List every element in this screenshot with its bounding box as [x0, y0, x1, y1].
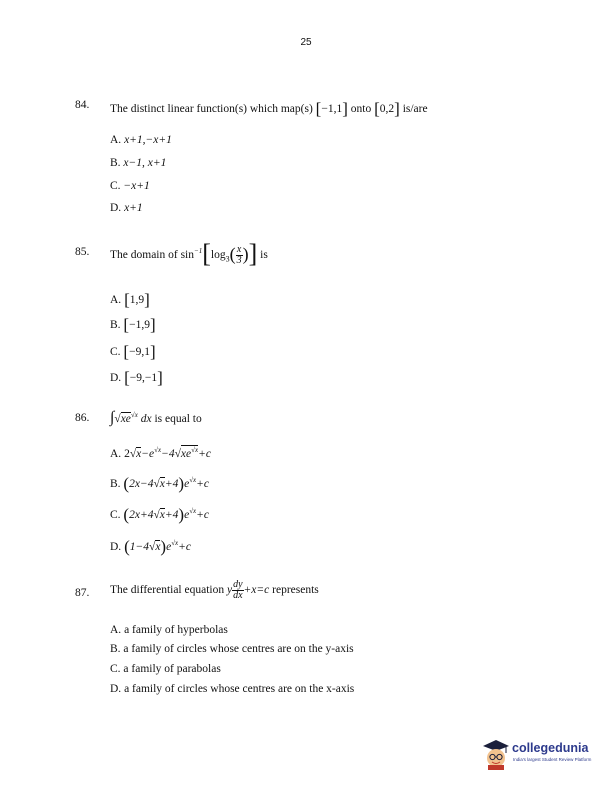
option: B. x−1, x+1: [110, 157, 167, 169]
question-number: 84.: [75, 99, 90, 111]
logo-wordmark: collegedunia: [512, 741, 589, 755]
question-text: The distinct linear function(s) which map(s) [−1,1] onto [0,2] is/are: [110, 99, 428, 118]
question-number: 85.: [75, 246, 90, 258]
option: C. a family of parabolas: [110, 663, 221, 675]
question-text: $\int√xe^{√x}$ dx is equal to: [110, 409, 202, 426]
logo-mascot-icon: [482, 738, 510, 770]
question-text: The domain of $\sin^{-1}[\log_3$( $\frac{x}{3}$ )] is: [110, 239, 268, 268]
page-number: 25: [300, 37, 312, 48]
option: C. [−9,1]: [110, 342, 156, 361]
option: A. x+1,−x+1: [110, 134, 172, 146]
question-text: The differential equation y $\frac{dy}{dx}$ +x=c represents: [110, 578, 319, 601]
interval: 0,2: [379, 103, 395, 115]
question-number: 87.: [75, 587, 90, 599]
option: B. $(2x-4√x+4)e^{√x}+c$: [110, 474, 210, 493]
option: A. a family of hyperbolas: [110, 624, 228, 636]
option: D. a family of circles whose centres are on the x-axis: [110, 683, 355, 695]
option: D. x+1: [110, 202, 143, 214]
interval: −1,1: [321, 103, 343, 115]
integral-sign: ∫: [110, 409, 115, 426]
option: C. −x+1: [110, 180, 150, 192]
function: $\sin^{-1}$: [180, 247, 203, 261]
fraction: $\frac{x}{3}$: [236, 243, 242, 266]
logo-tagline: India's largest Student Review Platform: [513, 757, 592, 762]
option: B. a family of circles whose centres are on the y-axis: [110, 643, 354, 655]
option: B. [−1,9]: [110, 315, 156, 334]
fraction: $\frac{dy}{dx}$: [233, 578, 243, 601]
option: C. $(2x+4√x+4)e^{√x}+c$: [110, 505, 210, 524]
option: D. $(1-4√x)e^{√x}+c$: [110, 537, 192, 556]
option: A. $2√x-e^{√x}-4√xe^{√x}+c$: [110, 446, 211, 460]
option: A. [1,9]: [110, 290, 150, 309]
option: D. [−9,−1]: [110, 368, 163, 387]
question-number: 86.: [75, 412, 90, 424]
